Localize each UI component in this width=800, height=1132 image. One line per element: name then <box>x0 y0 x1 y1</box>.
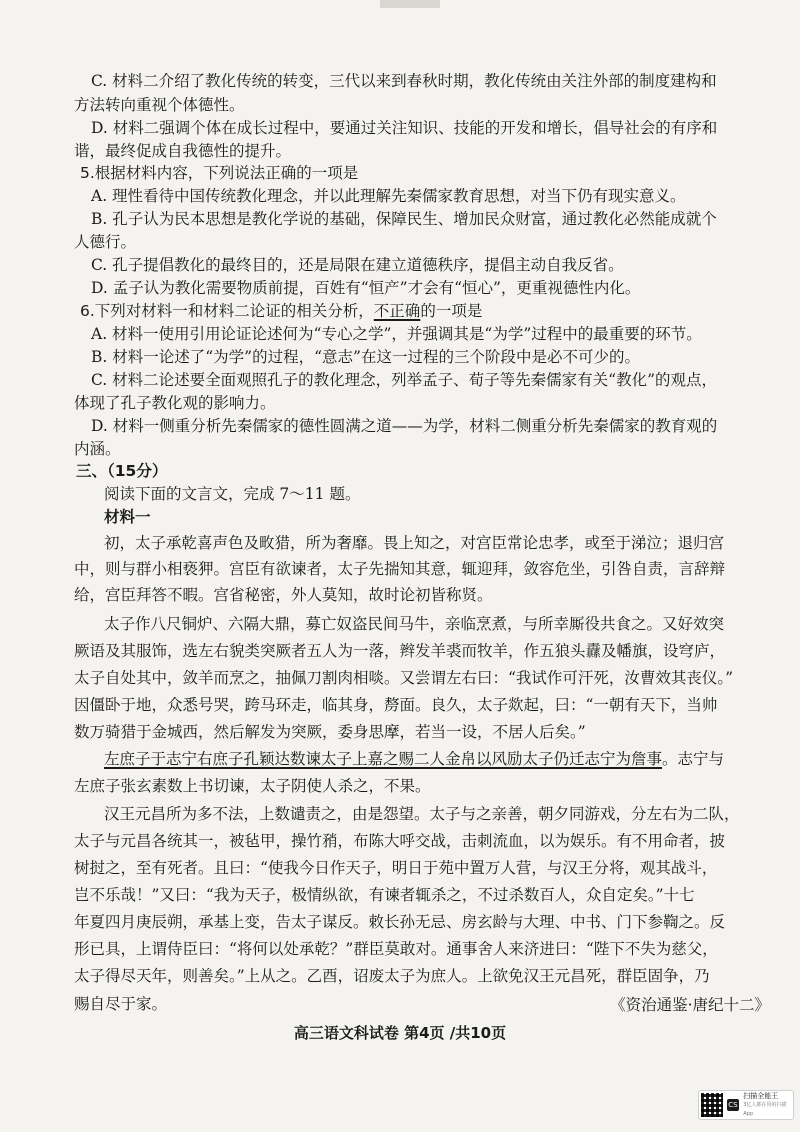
q6-option-d-line-2: 内涵。 <box>74 440 121 458</box>
q6-option-d-line-1: D. 材料一侧重分析先秦儒家的德性圆满之道——为学，材料二侧重分析先秦儒家的教育观的 <box>91 417 718 435</box>
q5-option-a: A. 理性看待中国传统教化理念，并以此理解先秦儒家教育思想，对当下仍有现实意义。 <box>91 187 686 205</box>
passage-p4-line-5: 年夏四月庚辰朔，承基上变，告太子谋反。敕长孙无忌、房玄龄与大理、中书、门下参鞫之。反 <box>74 913 726 931</box>
q6-option-b: B. 材料一论述了“为学”的过程，“意志”在这一过程的三个阶段中是必不可少的。 <box>91 348 640 366</box>
passage-p1-line-1: 初，太子承乾喜声色及畋猎，所为奢靡。畏上知之，对宫臣常论忠孝，或至于涕泣；退归宫 <box>104 534 725 552</box>
q5-option-c: C. 孔子提倡教化的最终目的，还是局限在建立道德秩序，提倡主动自我反省。 <box>91 256 624 274</box>
passage-p4-line-1: 汉王元昌所为多不法，上数谴责之，由是怨望。太子与之亲善，朝夕同游戏，分左右为二队， <box>104 805 740 823</box>
passage-p1-line-3: 给，宫臣拜答不暇。宫省秘密，外人莫知，故时论初皆称贤。 <box>74 586 493 604</box>
q6-option-a: A. 材料一使用引用论证论述何为“专心之学”，并强调其是“为学”过程中的最重要的环节。 <box>91 325 702 343</box>
passage-p2-line-3: 太子自处其中，敛羊而烹之，抽佩刀割肉相啖。又尝谓左右曰：“我试作可汗死，汝曹效其丧仪。” <box>74 669 734 687</box>
camscanner-logo-icon: CS <box>728 1101 738 1109</box>
scanner-watermark <box>698 1090 794 1120</box>
option-c-line-1: C. 材料二介绍了教化传统的转变，三代以来到春秋时期，教化传统由关注外部的制度建构和 <box>91 72 717 90</box>
watermark-subtitle: 3亿人都在用的扫描App <box>743 1101 787 1117</box>
page-footer: 高三语文科试卷 第4页 /共10页 <box>293 1024 507 1042</box>
passage-p2-line-5: 数万骑猎于金城西，然后解发为突厥，委身思摩，若当一设，不居人后矣。” <box>74 723 586 741</box>
qr-code-icon <box>701 1093 723 1117</box>
passage-p1-line-2: 中，则与群小相亵狎。宫臣有欲谏者，太子先揣知其意，辄迎拜，敛容危坐，引咎自责，言辞辩 <box>74 560 726 578</box>
scan-edge-mark <box>380 0 440 8</box>
watermark-text <box>743 1092 791 1119</box>
watermark-name: 扫描全能王 <box>743 1091 779 1100</box>
passage-p4-line-8: 赐自尽于家。 <box>74 995 168 1013</box>
option-c-line-2: 方法转向重视个体德性。 <box>74 96 245 114</box>
section-3-heading: 三、（15分） <box>76 462 168 480</box>
option-d-line-2: 谐，最终促成自我德性的提升。 <box>74 142 292 160</box>
underlined-sentence: 左庶子于志宁右庶子孔颖达数谏太子上嘉之赐二人金帛以风励太子仍迁志宁为詹事 <box>104 750 663 768</box>
passage-p3-line-1-end: 。志宁与 <box>662 750 725 768</box>
question-6-stem <box>80 300 770 322</box>
passage-source: 《资治通鉴·唐纪十二》 <box>610 996 770 1014</box>
passage-p4-line-2: 太子与元昌各统其一，被毡甲，操竹矟，布陈大呼交战，击刺流血，以为娱乐。有不用命者，披 <box>74 832 726 850</box>
q6-stem-start: 6.下列对材料一和材料二论证的相关分析， <box>80 302 374 320</box>
passage-p4-line-3: 树挝之，至有死者。且曰：“使我今日作天子，明日于苑中置万人营，与汉王分将，观其战斗， <box>74 859 718 877</box>
material-1-heading: 材料一 <box>104 508 151 526</box>
passage-p2-line-2: 厥语及其服饰，选左右貌类突厥者五人为一落，辫发羊裘而牧羊，作五狼头纛及幡旗，设穹庐， <box>74 642 726 660</box>
q6-option-c-line-2: 体现了孔子教化观的影响力。 <box>74 394 276 412</box>
passage-p2-line-4: 因僵卧于地，众悉号哭，跨马环走，临其身，剺面。良久，太子欻起，曰：“一朝有天下，当帅 <box>74 696 718 714</box>
question-5-stem: 5.根据材料内容，下列说法正确的一项是 <box>80 164 359 182</box>
passage-p2-line-1: 太子作八尺铜炉、六隔大鼎，募亡奴盗民间马牛，亲临烹煮，与所幸厮役共食之。又好效突 <box>104 615 725 633</box>
q5-option-b-line-2: 人德行。 <box>74 233 137 251</box>
option-d-line-1: D. 材料二强调个体在成长过程中，要通过关注知识、技能的开发和增长，倡导社会的有序和 <box>91 119 718 137</box>
q5-option-b-line-1: B. 孔子认为民本思想是教化学说的基础，保障民生、增加民众财富，通过教化必然能成就个 <box>91 210 717 228</box>
q6-option-c-line-1: C. 材料二论述要全面观照孔子的教化理念，列举孟子、荀子等先秦儒家有关“教化”的观点， <box>91 371 718 389</box>
passage-p4-line-4: 岂不乐哉！”又曰：“我为天子，极情纵欲，有谏者辄杀之，不过杀数百人，众自定矣。”十七 <box>74 886 695 904</box>
q6-emphasis: 不正确 <box>373 302 421 320</box>
q5-option-d: D. 孟子认为教化需要物质前提，百姓有“恒产”才会有“恒心”，更重视德性内化。 <box>91 279 641 297</box>
passage-p3-line-2: 左庶子张玄素数上书切谏，太子阴使人杀之，不果。 <box>74 777 431 795</box>
passage-p4-line-6: 形已具，上谓侍臣曰：“将何以处承乾？”群臣莫敢对。通事舍人来济进曰：“陛下不失为慈父， <box>74 940 718 958</box>
q6-stem-end: 的一项是 <box>420 302 483 320</box>
passage-p3-line-1 <box>104 748 770 770</box>
passage-p4-line-7: 太子得尽天年，则善矣。”上从之。乙酉，诏废太子为庶人。上欲免汉王元昌死，群臣固争，乃 <box>74 967 710 985</box>
section-3-instructions: 阅读下面的文言文，完成 7～11 题。 <box>104 485 361 503</box>
